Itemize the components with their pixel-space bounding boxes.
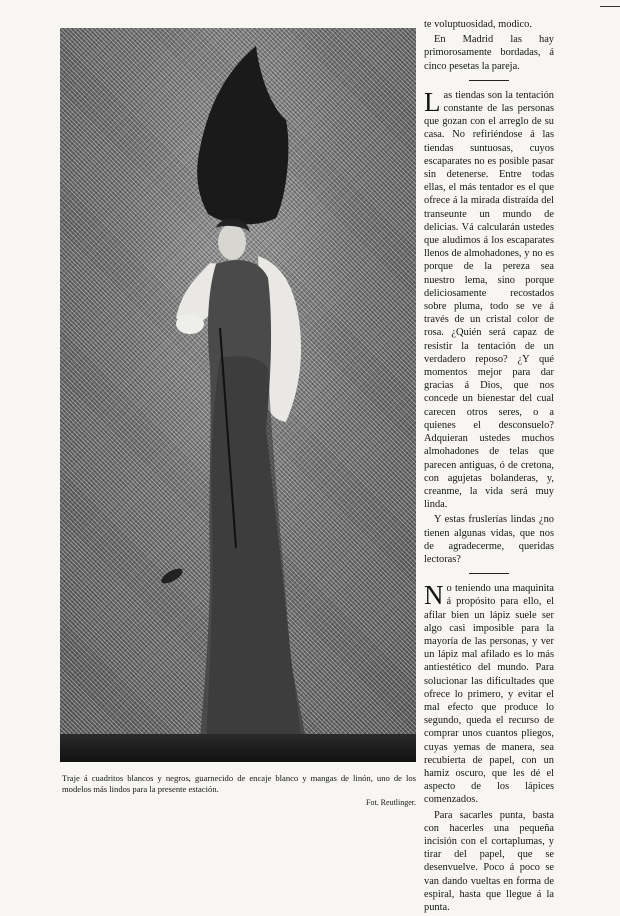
paragraph-3: Las tiendas son la tentación constante de las personas que gozan con el arreglo de su casa. No refiriéndose á las tiendas suntuosas, cuyos escaparates no es posible pasar sin detenerse. Entre todas ellas, el más tentador es el que ofrece á la mirada distraída del transeunte un mundo de delicias. Vá calcularán ustedes que aludimos á los escaparates llenos de almohadones, y no es porque de la pereza sea nuestro lema, sino porque deliciosamente recostados sobre pluma, todo se ve á través de un cristal color de rosa. ¿Quién será capaz de resistir la tentación de un verdadero reposo? ¿Y qué momentos mejor para dar gracias á Dios, que nos concede un bienestar del cual carecen otros seres, o a quienes el desconsuelo? Adquieran ustedes muchos almohadones de telas que parecen antiguas, ó de cretona, con agujetas bolanderas, y, creanme, la vida será muy linda. [424, 86, 554, 511]
photo-caption: Traje á cuadritos blancos y negros, guarnecido de encaje blanco y mangas de linón, uno de los modelos más lindos para la presente estación. [62, 773, 416, 794]
photo-ground [60, 734, 416, 762]
fashion-photo [60, 28, 416, 762]
woman-figure [60, 28, 416, 762]
paragraph-2: En Madrid las hay primorosamente bordadas, á cinco pesetas la pareja. [424, 34, 554, 72]
section-rule-2 [469, 573, 509, 574]
paragraph-4: Y estas fruslerías lindas ¿no tienen algunas vidas, que nos de agradecerme, queridas lectoras? [424, 514, 554, 565]
paragraph-1: te voluptuosidad, modico. [424, 19, 532, 30]
paragraph-6: Para sacarles punta, basta con hacerles una pequeña incisión con el cortaplumas, y tirar del papel, que se desenvuelve. Poco á poco se van dando vueltas en forma de espiral, hasta que llegue á la punta. [424, 809, 554, 913]
article-column [424, 18, 554, 916]
paragraph-5: No teniendo una maquinita á propósito para ello, el afilar bien un lápiz suele ser algo casi imposible para la mayoría de las personas, y ver un lápiz mal afilado es lo más antiestético del mundo. Para solucionar las dificultades que ofrece lo primero, y evitar el mal efecto que produce lo segundo, queda el recurso de comprar unos cuantos pliegos, cuyas yemas de manera, sea recubierta de papel, con un hamiz oscuro, que les dé el aspecto de los lápices comenzados. [424, 580, 554, 806]
photo-credit: Fot. Reutlinger. [366, 798, 416, 807]
section-rule [469, 80, 509, 81]
top-rule [600, 6, 620, 7]
